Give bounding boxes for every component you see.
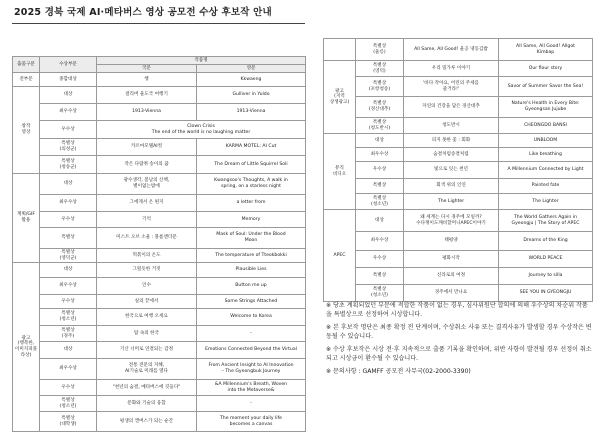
korean-title-cell: 태평양 xyxy=(404,232,499,251)
category-cell: 계획/GIF 활용 xyxy=(13,174,40,263)
header-work-title: 작품명 xyxy=(97,57,306,65)
english-title-cell: Savor of Summer Savor the Sea! xyxy=(499,77,593,97)
table-row xyxy=(324,251,593,268)
award-cell: 특별상 (청소년) xyxy=(40,309,97,326)
table-row xyxy=(13,73,306,87)
header-award: 수상부문 xyxy=(40,57,97,73)
korean-title-cell: 기산 너머로 연결되는 감정 xyxy=(97,342,197,359)
table-row xyxy=(13,263,306,278)
korean-title-cell: 숨결처럼송결처럼 xyxy=(404,148,499,162)
header-category: 출품구분 xyxy=(13,57,40,73)
award-cell: 특별상 (영덕) xyxy=(356,61,404,77)
english-title-cell: All Same, All Good! Allgot Kimbap xyxy=(499,39,593,61)
table-row xyxy=(13,309,306,326)
english-title-cell: From Ancient Insight to AI Innovation – The Gyeongbuk Journey xyxy=(197,359,306,380)
category-cell: 광고 (행복한, 이미지피플 라상) xyxy=(13,263,40,432)
english-title-cell: CHEONGDO BANSI xyxy=(499,118,593,134)
english-title-cell: Welcome to Korea xyxy=(197,309,306,326)
table-row xyxy=(13,156,306,174)
english-title-cell: Dreams of the King xyxy=(499,232,593,251)
korean-title-cell: 카르마모텔AI컷 xyxy=(97,139,197,156)
table-row xyxy=(13,412,306,432)
table-row xyxy=(13,295,306,309)
award-cell: 특별상 (경산대추) xyxy=(356,97,404,118)
korean-title-cell: 청도반시 xyxy=(404,118,499,134)
english-title-cell: Gulliver in Yuldo xyxy=(197,87,306,104)
english-title-cell: The temperature of Tteokbokki xyxy=(197,249,306,263)
note-item: ※ 수상 후보작은 시상 전·후 지속적으로 출품 기록을 확인하며, 위반 사항이 발견될 경우 선정이 취소되고 시상금이 환수될 수 있습니다. xyxy=(326,345,592,363)
english-title-cell: The Lighter xyxy=(499,194,593,210)
korean-title-cell: 빛으로 잇는 천년 xyxy=(404,162,499,179)
korean-title-cell: 걸리버 울도국 여행기 xyxy=(97,87,197,104)
table-row xyxy=(324,210,593,232)
table-row xyxy=(324,61,593,77)
award-cell: 특별상 (울릉) xyxy=(356,39,404,61)
award-cell: 특별상 xyxy=(40,228,97,249)
english-title-cell: UNBLOOM xyxy=(499,134,593,148)
korean-title-cell: 경주에서 만나요 xyxy=(404,285,499,302)
korean-title-cell: 작은 다람쥐 송이의 꿈 xyxy=(97,156,197,174)
english-title-cell: Like breathing xyxy=(499,148,593,162)
english-title-cell: a letter from xyxy=(197,195,306,212)
korean-title-cell: All Same, All Good! 울공 냉동김밥 xyxy=(404,39,499,61)
korean-title-cell: 한국으로 여행 오세요 xyxy=(97,309,197,326)
award-cell: 특별상 xyxy=(356,179,404,194)
table-row xyxy=(13,212,306,228)
table-row xyxy=(324,77,593,97)
award-cell: 특별상 (청소년) xyxy=(40,396,97,412)
korean-title-cell: 피지 못한 꽃 : 회화 xyxy=(404,134,499,148)
header-english: 영문 xyxy=(197,65,306,73)
award-cell: 특별상 (청소년) xyxy=(356,194,404,210)
award-cell: 우수상 xyxy=(356,162,404,179)
award-cell: 최우수상 xyxy=(40,359,97,380)
table-row xyxy=(13,278,306,295)
table-row xyxy=(324,134,593,148)
award-cell: 대상 xyxy=(356,210,404,232)
korean-title-cell: '바다 작아요, 어린의 주세를 즐거라!' xyxy=(404,77,499,97)
table-row xyxy=(324,232,593,251)
korean-title-cell: 회색 위의 인연 xyxy=(404,179,499,194)
english-title-cell: SEE YOU IN GYEONGJU xyxy=(499,285,593,302)
korean-title-cell: The Lighter xyxy=(404,194,499,210)
korean-title-cell: 미스트 오브 소울 : 블룸앤더문 xyxy=(97,228,197,249)
award-cell: 특별상 (포항청송) xyxy=(356,77,404,97)
korean-title-cell: 우리 밀가루 이야기 xyxy=(404,61,499,77)
english-title-cell: &A Millennium's Breath, Woven into the Metaverse& xyxy=(197,380,306,396)
english-title-cell: Emotions Connected Beyond the Virtual xyxy=(197,342,306,359)
english-title-cell: Some Strings Attached xyxy=(197,295,306,309)
table-row xyxy=(13,228,306,249)
korean-title-cell: 평생의 캔버스가 되는 순간 xyxy=(97,412,197,432)
notes-section xyxy=(326,301,592,379)
english-title-cell: Kwangsoo's Thoughts, A walk in spring, on a starless night xyxy=(197,174,306,195)
category-cell: APEC xyxy=(324,210,356,302)
english-title-cell: Plausible Lies xyxy=(197,263,306,278)
award-cell: 우수상 xyxy=(40,121,97,139)
award-cell: 특별상 xyxy=(356,268,404,285)
table-row xyxy=(13,342,306,359)
english-title-cell: Kkwaeng xyxy=(197,73,306,87)
category-cell: 광고 (지역 상생광고) xyxy=(324,61,356,134)
english-title-cell: Our flour story xyxy=(499,61,593,77)
note-contact: ※ 문의사항 : GAMFF 공모전 사무국(02-2000-3390) xyxy=(326,367,471,375)
english-title-cell: KARMA MOTEL: AI Cut xyxy=(197,139,306,156)
korean-title-cell: 신라로의 여정 xyxy=(404,268,499,285)
table-row xyxy=(324,118,593,134)
english-title-cell: Painted fate xyxy=(499,179,593,194)
nominee-table-left xyxy=(12,56,306,432)
english-title-cell: Button me up xyxy=(197,278,306,295)
table-row xyxy=(13,174,306,195)
page-title: 2025 경북 국제 AI·메타버스 영상 공모전 수상 후보작 안내 xyxy=(14,7,272,18)
category-cell xyxy=(324,39,356,61)
table-row xyxy=(13,249,306,263)
english-title-cell: WORLD PEACE xyxy=(499,251,593,268)
award-cell: 우수상 xyxy=(40,295,97,309)
award-cell: 특별상 (청도반시) xyxy=(356,118,404,134)
english-title-cell: Journey to silla xyxy=(499,268,593,285)
title-divider xyxy=(12,23,305,24)
award-cell: 우수상 xyxy=(40,212,97,228)
category-cell: 전부문 xyxy=(13,73,40,87)
award-cell: 우수상 xyxy=(356,251,404,268)
korean-title-cell: 인수 xyxy=(97,278,197,295)
table-row xyxy=(324,148,593,162)
award-cell: 대상 xyxy=(40,174,97,195)
award-cell: 대상 xyxy=(40,263,97,278)
table-row xyxy=(324,194,593,210)
korean-title-cell: 실의 끝에서 xyxy=(97,295,197,309)
table-row xyxy=(324,268,593,285)
korean-title-cell: 전통 전문의 지혜, AI기술로 미래를 열다 xyxy=(97,359,197,380)
category-cell: 뮤직 비디오 xyxy=(324,134,356,210)
award-cell: 대상 xyxy=(40,342,97,359)
english-title-cell: The Dream of Little Squirrel Soli xyxy=(197,156,306,174)
table-row xyxy=(13,121,306,139)
table-row xyxy=(324,39,593,61)
note-item: ※ 당초 계획되었던 부문에 적합한 작품이 없는 경우, 심사위원단 합의에 의해 우수상의 차순위 작품을 특별상으로 선정하여 시상합니다. xyxy=(326,302,588,319)
korean-title-cell: 평화시작 xyxy=(404,251,499,268)
table-row xyxy=(13,380,306,396)
korean-title-cell: 자연의 건강을 담은 경산대추 xyxy=(404,97,499,118)
table-row xyxy=(13,326,306,342)
english-title-cell: A Millennium Connected by Light xyxy=(499,162,593,179)
award-cell: 특별상 (영덕군) xyxy=(40,249,97,263)
table-row xyxy=(13,396,306,412)
table-row xyxy=(324,179,593,194)
table-row xyxy=(324,285,593,302)
table-row xyxy=(13,139,306,156)
korean-title-cell: 광수생각, 봄날의 산책, 별이없는밤에 xyxy=(97,174,197,195)
korean-title-cell: Clown Crisis The end of the world is no laughing matter xyxy=(97,121,306,139)
korean-title-cell: 1913-Vienna xyxy=(97,104,197,121)
award-cell: 최우수상 xyxy=(40,278,97,295)
korean-title-cell: 왜 세계는 다시 경주에 모일까? 수다쟁이도깨비할머니APEC이야기 xyxy=(404,210,499,232)
table-row xyxy=(13,104,306,121)
award-cell: 특별상 (의성군) xyxy=(40,139,97,156)
english-title-cell: Nature's Health in Every Bite: Gyeongsan Jujube xyxy=(499,97,593,118)
english-title-cell: The World Gathers Again in Gyeongju | The Story of APEC xyxy=(499,210,593,232)
award-cell: 특별상 (경주) xyxy=(40,326,97,342)
award-cell: 특별상 (청송군) xyxy=(40,156,97,174)
award-cell: 대상 xyxy=(356,134,404,148)
english-title-cell: Memory xyxy=(197,212,306,228)
award-cell: 종합대상 xyxy=(40,73,97,87)
korean-title-cell: 탑 속의 한국 xyxy=(97,326,197,342)
english-title-cell: - xyxy=(197,326,306,342)
table-row xyxy=(13,359,306,380)
award-cell: 최우수상 xyxy=(40,104,97,121)
korean-title-cell: 그에게서 온 편지 xyxy=(97,195,197,212)
english-title-cell: - xyxy=(197,396,306,412)
award-cell: 특별상 (청소년) xyxy=(356,285,404,302)
english-title-cell: Mask of Soul: Under the Blood Moon xyxy=(197,228,306,249)
korean-title-cell: 문화와 기술의 융합 xyxy=(97,396,197,412)
note-item: ※ 본 후보작 명단은 최종 확정 전 단계이며, 수상취소 사유 또는 결격사유가 발생할 경우 수상작은 변동될 수 있습니다. xyxy=(326,323,592,341)
korean-title-cell: 떡볶이의 온도 xyxy=(97,249,197,263)
english-title-cell: The moment your daily life becomes a canvas xyxy=(197,412,306,432)
table-row xyxy=(13,87,306,104)
award-cell: 최우수상 xyxy=(356,232,404,251)
table-row xyxy=(324,162,593,179)
nominee-table-right xyxy=(323,38,593,302)
award-cell: 최우수상 xyxy=(356,148,404,162)
english-title-cell: 1913-Vienna xyxy=(197,104,306,121)
category-cell: 창작 영상 xyxy=(13,87,40,174)
header-korean: 국문 xyxy=(97,65,197,73)
korean-title-cell: "천년의 숨결, 메타버스에 깃들다" xyxy=(97,380,197,396)
korean-title-cell: 그럴듯한 거짓 xyxy=(97,263,197,278)
award-cell: 대상 xyxy=(40,87,97,104)
table-row xyxy=(13,195,306,212)
korean-title-cell: 기억 xyxy=(97,212,197,228)
table-row xyxy=(324,97,593,118)
korean-title-cell: 행 xyxy=(97,73,197,87)
award-cell: 특별상 (대학생) xyxy=(40,412,97,432)
award-cell: 우수상 xyxy=(40,380,97,396)
award-cell: 최우수상 xyxy=(40,195,97,212)
